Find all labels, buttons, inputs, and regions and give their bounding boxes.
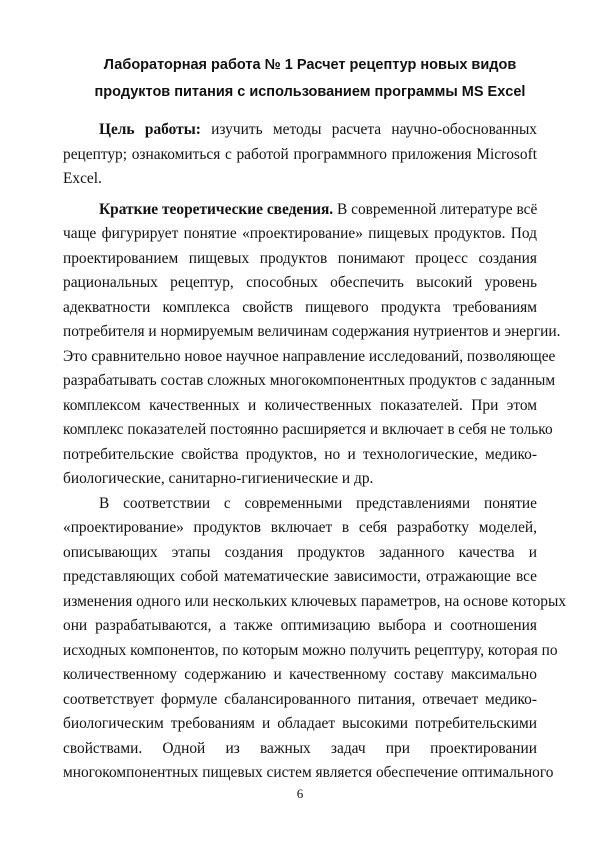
goal-paragraph-line: Excel. bbox=[63, 170, 102, 187]
para3-line: исходных компонентов, по которым можно получить рецептуру, которая по bbox=[63, 641, 558, 659]
title-line-1: Лабораторная работа № 1 Расчет рецептур новых видов bbox=[103, 57, 517, 73]
para3-line: описывающих этапы создания продуктов заданного качества и bbox=[63, 543, 537, 561]
goal-paragraph-line: рецептур; ознакомиться с работой программного приложения Microsoft bbox=[63, 145, 537, 163]
para3-line: свойствами. Одной из важных задач при проектировании bbox=[63, 739, 537, 757]
para3-line: многокомпонентных пищевых систем является обеспечение оптимального bbox=[63, 764, 554, 781]
para3-line: изменения одного или нескольких ключевых параметров, на основе которых bbox=[63, 592, 567, 610]
para3-line: количественному содержанию и качественному составу максимально bbox=[63, 666, 537, 683]
theory-paragraph-line: комплекс показателей постоянно расширяется и включает в себя не только bbox=[63, 421, 553, 438]
para3-line: представляющих собой математические зависимости, отражающие все bbox=[63, 568, 537, 585]
theory-paragraph-line: потребительские свойства продуктов, но и технологические, медико- bbox=[63, 445, 537, 463]
theory-paragraph-line: потребителя и нормируемым величинам содержания нутриентов и энергии. bbox=[63, 323, 561, 340]
theory-paragraph-line: проектированием пищевых продуктов понимают процесс создания bbox=[63, 249, 537, 267]
title-line-2: продуктов питания с использованием программы MS Excel bbox=[94, 84, 526, 100]
theory-paragraph-line: биологические, санитарно-гигиенические и др. bbox=[63, 470, 374, 487]
theory-paragraph-line: разрабатывать состав сложных многокомпонентных продуктов с заданным bbox=[63, 372, 556, 389]
para3-line: «проектирование» продуктов включает в себя разработку моделей, bbox=[63, 519, 537, 536]
para3-line: соответствует формуле сбалансированного питания, отвечает медико- bbox=[63, 690, 537, 708]
theory-paragraph-line: рациональных рецептур, способных обеспечить высокий уровень bbox=[63, 274, 537, 291]
theory-paragraph-line: Это сравнительно новое научное направление исследований, позволяющее bbox=[63, 347, 556, 365]
theory-paragraph-line bbox=[63, 198, 537, 223]
page-number: 6 bbox=[296, 786, 304, 801]
para3-line: они разрабатываются, а также оптимизацию выбора и соотношения bbox=[63, 617, 537, 634]
document-body bbox=[63, 118, 567, 786]
goal-label: Цель работы: bbox=[99, 121, 201, 138]
page-title bbox=[60, 52, 560, 106]
theory-paragraph-line: чаще фигурирует понятие «проектирование» пищевых продуктов. Под bbox=[63, 225, 537, 242]
goal-text: изучить методы расчета научно-обоснованных bbox=[211, 121, 537, 138]
theory-paragraph-line: комплексом качественных и количественных показателей. При этом bbox=[63, 396, 537, 414]
theory-text: В современной литературе всё bbox=[337, 200, 538, 218]
theory-label: Краткие теоретические сведения. bbox=[99, 200, 334, 218]
theory-paragraph-line: адекватности комплекса свойств пищевого продукта требованиям bbox=[63, 298, 537, 316]
goal-paragraph-line bbox=[63, 118, 537, 143]
para3-line: биологическим требованиям и обладает высокими потребительскими bbox=[63, 715, 537, 732]
para3-line: В соответствии с современными представлениями понятие bbox=[99, 494, 537, 512]
